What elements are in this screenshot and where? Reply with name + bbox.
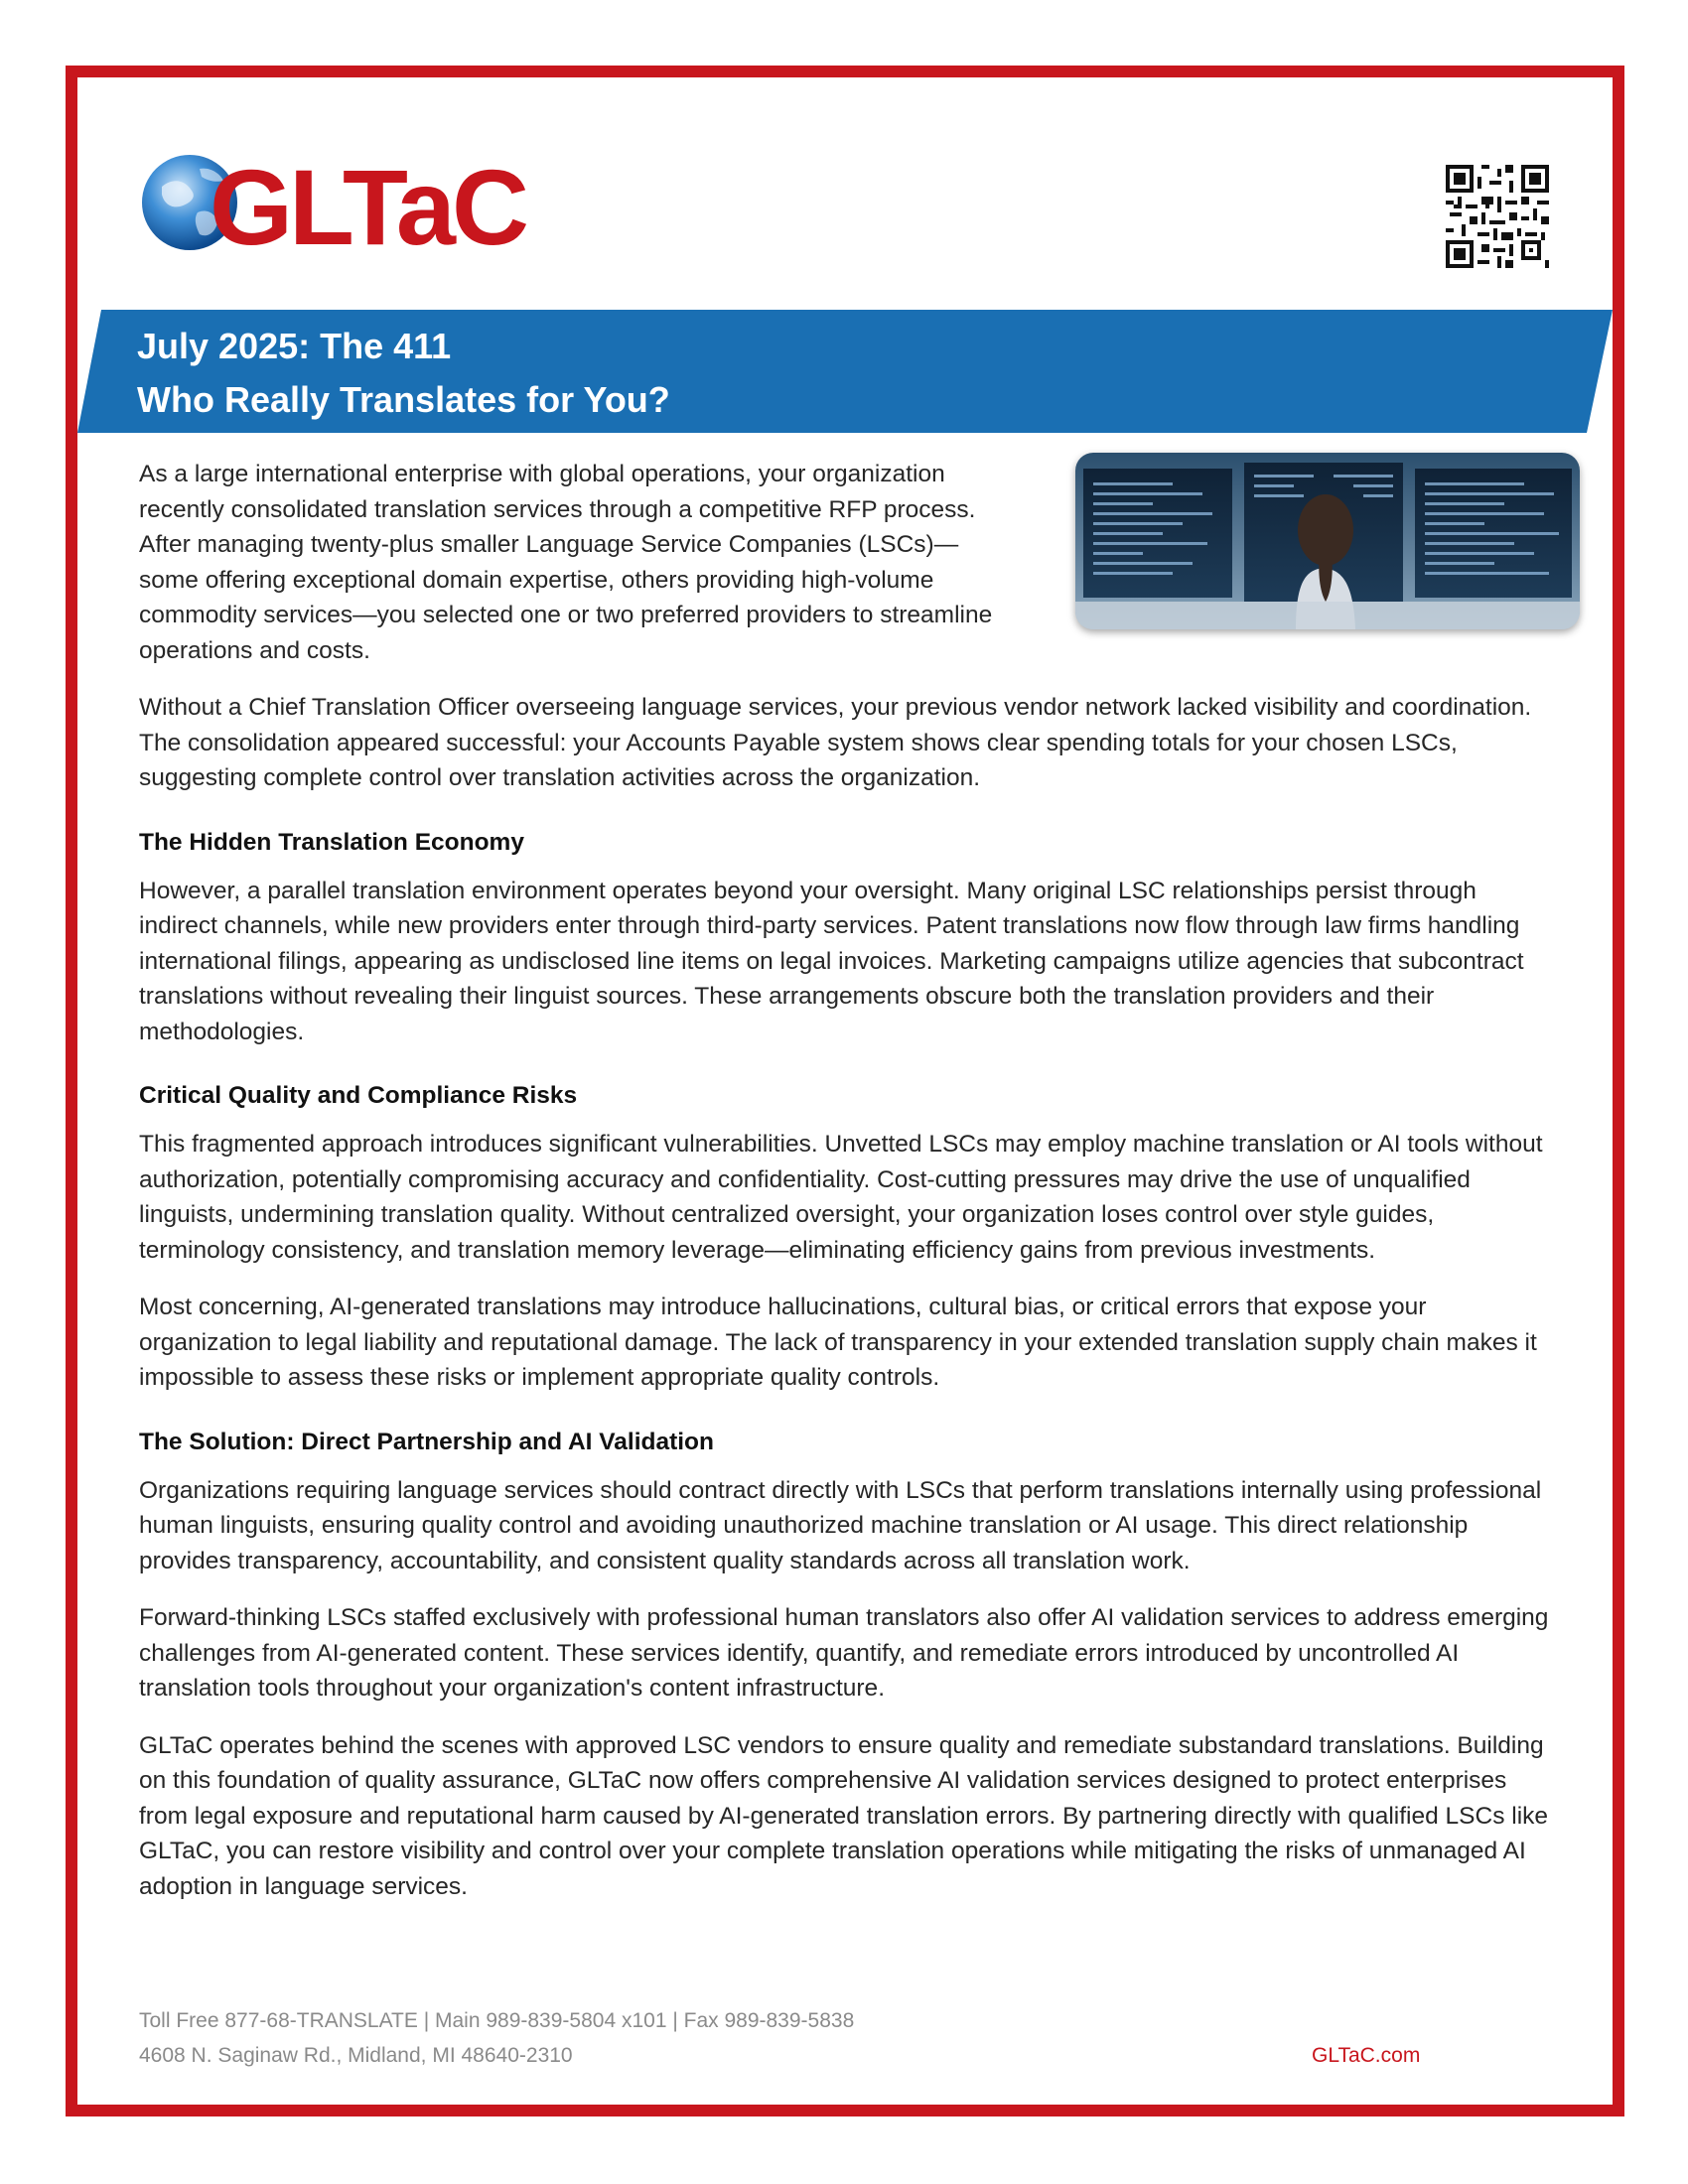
title-banner	[77, 310, 1613, 433]
footer-contact	[139, 2003, 854, 2073]
footer-phone-numbers: Toll Free 877-68-TRANSLATE | Main 989-839-5804 x101 | Fax 989-839-5838	[139, 2009, 855, 2032]
paragraph: GLTaC operates behind the scenes with approved LSC vendors to ensure quality and remediate substandard translations. Building on this foundation of quality assurance, GLTaC now offers comprehensive AI validation services designed to protect enterprises from legal exposure and reputational harm caused by AI-generated translation errors. By partnering directly with qualified LSCs like GLTaC, you can restore visibility and control over your complete translation operations while mitigating the risks of unmanaged AI adoption in language services.	[139, 1731, 1549, 1900]
paragraph: This fragmented approach introduces significant vulnerabilities. Unvetted LSCs may employ machine translation or AI tools without authorization, potentially compromising accuracy and confidentiality. Cost-cutting pressures may drive the use of unqualified linguists, undermining translation quality. Without centralized oversight, your organization loses control over style guides, terminology consistency, and translation memory leverage—eliminating efficiency gains from previous investments.	[139, 1131, 1543, 1264]
banner-date-title: July 2025: The 411	[137, 326, 452, 366]
paragraph: Forward-thinking LSCs staffed exclusively with professional human translators also offer AI validation services to address emerging challenges from AI-generated content. These services identify, quantify, and remediate errors introduced by uncontrolled AI translation tools throughout your organization's content infrastructure.	[139, 1604, 1549, 1702]
section-heading: The Hidden Translation Economy	[139, 828, 524, 856]
paragraph: Most concerning, AI-generated translations may introduce hallucinations, cultural bias, or critical errors that expose your organization to legal liability and reputational damage. The lack of transparency in your extended translation supply chain makes it impossible to assess these risks or implement appropriate quality controls.	[139, 1294, 1537, 1391]
website-link[interactable]: GLTaC.com	[1312, 2044, 1421, 2067]
intro-paragraph: As a large international enterprise with global operations, your organization recently consolidated translation services through a competitive RFP process. After managing twenty-plus smaller Language Service Companies (LSCs)—some offering exceptional domain expertise, others providing high-volume commodity services—you selected one or two preferred providers to streamline operations and costs.	[139, 461, 993, 664]
section-heading: The Solution: Direct Partnership and AI Validation	[139, 1428, 714, 1455]
company-logo	[140, 147, 557, 258]
logo-wordmark: GLTaC	[210, 147, 525, 258]
paragraph: Without a Chief Translation Officer overseeing language services, your previous vendor network lacked visibility and coordination. The consolidation appeared successful: your Accounts Payable system shows clear spending totals for your chosen LSCs, suggesting complete control over translation activities across the organization.	[139, 694, 1532, 791]
paragraph: However, a parallel translation environment operates beyond your oversight. Many original LSC relationships persist through indirect channels, while new providers enter through third-party services. Patent translations now flow through law firms handling international filings, appearing as undisclosed line items on legal invoices. Marketing campaigns utilize agencies that subcontract translations without revealing their linguist sources. These arrangements obscure both the translation providers and their methodologies.	[139, 877, 1524, 1045]
section-heading: Critical Quality and Compliance Risks	[139, 1082, 578, 1109]
qr-code-icon	[1446, 165, 1549, 268]
paragraph: Organizations requiring language services should contract directly with LSCs that perform translations internally using professional human linguists, ensuring quality control and avoiding unauthorized machine translation or AI usage. This direct relationship provides transparency, accountability, and consistent quality standards across all translation work.	[139, 1476, 1542, 1574]
article-body	[139, 457, 1549, 1926]
footer-address: 4608 N. Saginaw Rd., Midland, MI 48640-2310	[139, 2044, 573, 2067]
banner-headline: Who Really Translates for You?	[137, 379, 670, 420]
